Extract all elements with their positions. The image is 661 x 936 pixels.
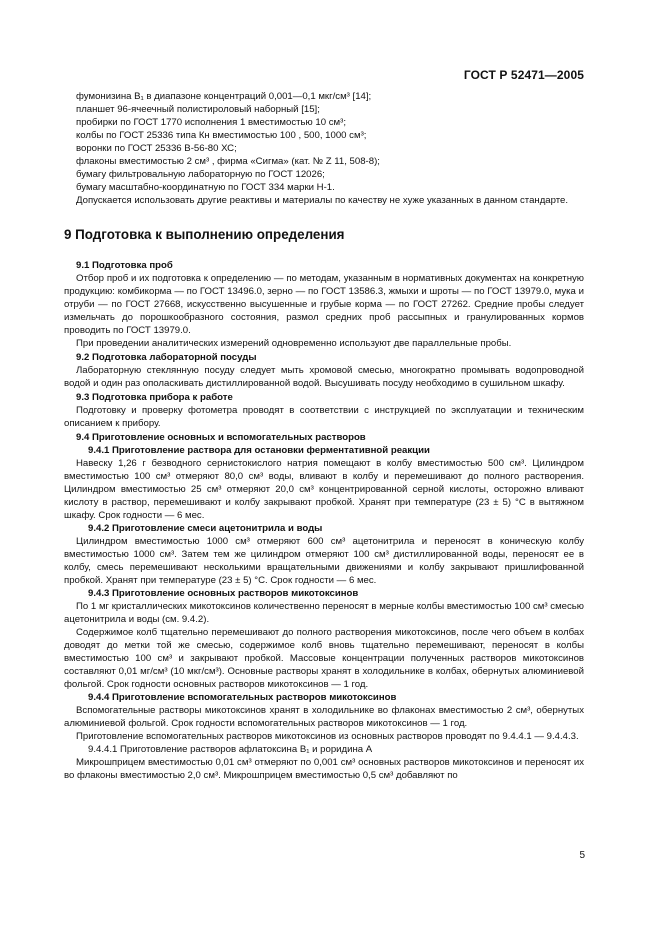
paragraph: Отбор проб и их подготовка к определению — по методам, указанным в нормативных документах на конкретную продукцию: комбикорма — по ГОСТ 13496.0, зерно — по ГОСТ 13586.3, жмыхи и шроты — по ГОСТ 13979.0, мука и отруби — по ГОСТ 27668, искусственно высушенные и грубые корма — по ГОСТ 27262. Средние пробы следует измельчать до порошкообразного состояния, размол средних проб рассыпных и гранулированных кормов проводить по ГОСТ 13979.0.: [64, 273, 584, 336]
paragraph: По 1 мг кристаллических микотоксинов количественно переносят в мерные колбы вместимостью 100 см³ смесью ацетонитрила и воды (см. 9.4.2).: [64, 601, 584, 625]
allow-note: Допускается использовать другие реактивы и материалы по качеству не хуже указанных в данном стандарте.: [76, 195, 569, 206]
subsection-heading: 9.3 Подготовка прибора к работе: [76, 392, 233, 403]
list-item: воронки по ГОСТ 25336 В-56-80 ХС;: [76, 143, 237, 154]
paragraph: Цилиндром вместимостью 1000 см³ отмеряют 600 см³ ацетонитрила и переносят в коническую колбу вместимостью 1000 см³. Затем тем же цилиндром отмеряют 100 см³ дистиллированной воды, переносят ее в колбу, смесь перемешивают несколькими вращательными движениями и колбу закрывают пришлифованной пробкой. Хранят при температуре (23 ± 5) °С. Срок годности — 6 мес.: [64, 536, 584, 586]
subsection-heading: 9.2 Подготовка лабораторной посуды: [76, 352, 257, 363]
list-item: планшет 96-ячеечный полистироловый наборный [15];: [76, 104, 320, 115]
list-item: флаконы вместимостью 2 см³ , фирма «Сигма» (кат. № Z 11, 508-8);: [76, 156, 380, 167]
paragraph: Содержимое колб тщательно перемешивают до полного растворения микотоксинов, после чего объем в колбах доводят до метки той же смесью, содержимое колб вновь тщательно перемешивают, переносят в колбы вместимостью 100 см³ и закрывают пробкой. Массовые концентрации полученных растворов микотоксинов составляют 0,01 мг/см³ (10 мкг/см³). Основные растворы хранят в холодильнике в колбах, обернутых алюминиевой фольгой. Срок годности основных растворов микотоксинов — 1 год.: [64, 627, 584, 690]
list-item: бумагу масштабно-координатную по ГОСТ 334 марки Н-1.: [76, 182, 335, 193]
list-item: бумагу фильтровальную лабораторную по ГОСТ 12026;: [76, 169, 325, 180]
subsubsection-heading: 9.4.4 Приготовление вспомогательных растворов микотоксинов: [88, 692, 397, 703]
document-header-id: ГОСТ Р 52471—2005: [463, 68, 584, 82]
subsubsection-heading: 9.4.1 Приготовление раствора для остановки ферментативной реакции: [88, 445, 430, 456]
subsubsection-heading: 9.4.3 Приготовление основных растворов микотоксинов: [88, 588, 359, 599]
paragraph: Навеску 1,26 г безводного сернистокислого натрия помещают в колбу вместимостью 500 см³. Цилиндром вместимостью 100 см³ отмеряют 80,0 см³ воды, вливают в колбу и перемешивают до полного растворения. Цилиндром вместимостью 25 см³ отмеряют 20,0 см³ концентрированной серной кислоты, осторожно вливают кислоту в раствор, перемешивают и колбу закрывают пробкой. Хранят при температуре (23 ± 5) °С в вытяжном шкафу. Срок годности — 6 мес.: [64, 458, 584, 521]
document-body: [64, 90, 584, 782]
section-heading: 9 Подготовка к выполнению определения: [64, 227, 345, 242]
paragraph: При проведении аналитических измерений одновременно используют две параллельные пробы.: [76, 338, 512, 349]
paragraph: Лабораторную стеклянную посуду следует мыть хромовой смесью, многократно промывать водопроводной водой и один раз ополаскивать дистиллированной водой. Высушивать посуду необходимо в сушильном шкафу.: [64, 365, 584, 389]
list-item: пробирки по ГОСТ 1770 исполнения 1 вместимостью 10 см³;: [76, 117, 347, 128]
subsubsubsection-heading: 9.4.4.1 Приготовление растворов афлатоксина В₁ и роридина А: [88, 744, 373, 755]
paragraph: Микрошприцем вместимостью 0,01 см³ отмеряют по 0,001 см³ основных растворов микотоксинов и переносят их во флаконы вместимостью 2,0 см³. Микрошприцем вместимостью 0,5 см³ добавляют по: [64, 757, 584, 781]
list-item: колбы по ГОСТ 25336 типа Кн вместимостью 100 , 500, 1000 см³;: [76, 130, 367, 141]
subsection-heading: 9.4 Приготовление основных и вспомогательных растворов: [76, 432, 366, 443]
list-item: фумонизина В₁ в диапазоне концентраций 0,001—0,1 мкг/см³ [14];: [76, 91, 372, 102]
subsubsection-heading: 9.4.2 Приготовление смеси ацетонитрила и воды: [88, 523, 323, 534]
paragraph: Приготовление вспомогательных растворов микотоксинов из основных растворов проводят по 9.4.4.1 — 9.4.4.3.: [76, 731, 579, 742]
subsection-heading: 9.1 Подготовка проб: [76, 260, 173, 271]
paragraph: Вспомогательные растворы микотоксинов хранят в холодильнике во флаконах вместимостью 2 см³, обернутых алюминиевой фольгой. Срок годности вспомогательных растворов микотоксинов — 1 год.: [64, 705, 584, 729]
paragraph: Подготовку и проверку фотометра проводят в соответствии с инструкцией по эксплуатации и техническим описанием к прибору.: [64, 405, 584, 429]
page-number: 5: [579, 850, 585, 861]
